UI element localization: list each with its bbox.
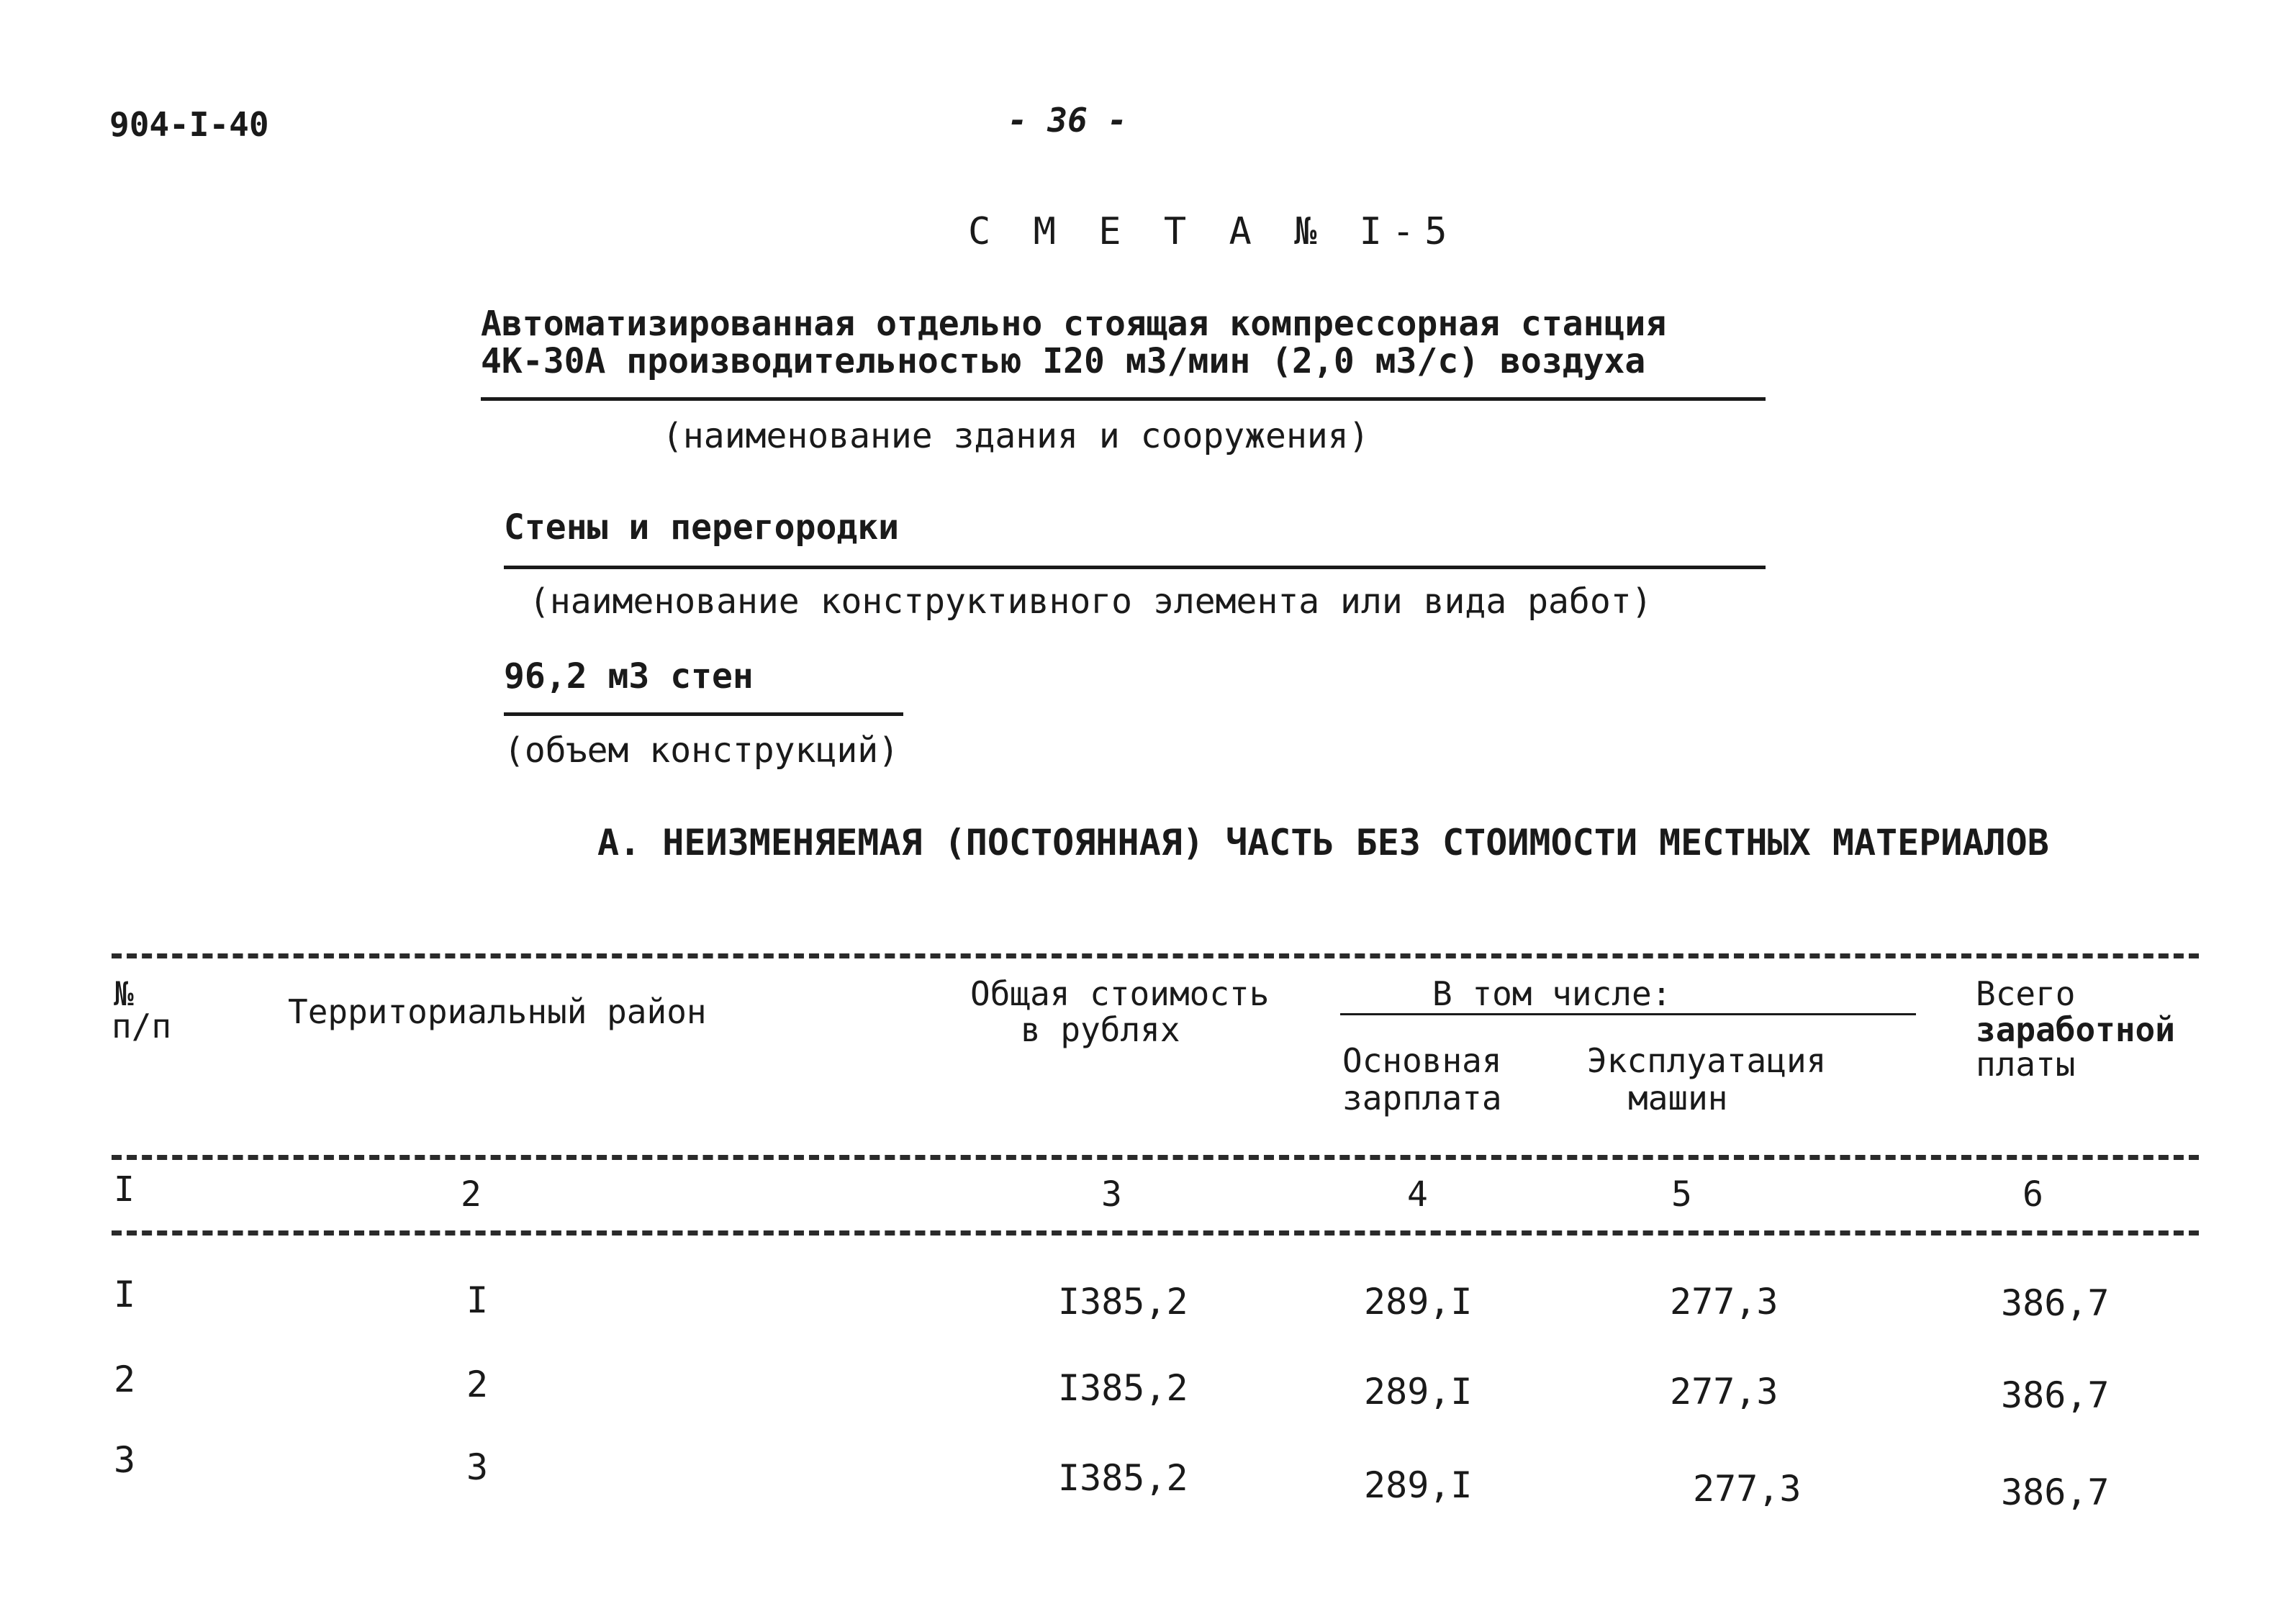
row-num: 2 <box>114 1359 136 1400</box>
column-number: 4 <box>1407 1174 1428 1215</box>
document-title: С М Е Т А № I-5 <box>968 210 1457 253</box>
table-top-rule <box>112 953 2199 958</box>
row-district: 3 <box>466 1446 489 1488</box>
row-basic: 289,I <box>1364 1281 1473 1323</box>
element-name-underline <box>504 566 1766 569</box>
element-caption: (наименование конструктивного элемента или вида работ) <box>529 581 1653 622</box>
row-total: I385,2 <box>1058 1367 1188 1409</box>
header-total-line1: Общая стоимость <box>970 974 1270 1013</box>
volume-value: 96,2 м3 стен <box>504 656 754 697</box>
row-basic: 289,I <box>1364 1371 1473 1413</box>
row-num: 3 <box>114 1439 136 1481</box>
row-machines: 277,3 <box>1670 1281 1779 1323</box>
column-number: 2 <box>461 1174 482 1215</box>
header-machines-line1: Эксплуатация <box>1587 1041 1827 1080</box>
page-number: - 36 - <box>1008 101 1128 140</box>
header-salary-line3: платы <box>1976 1045 2076 1084</box>
header-num-line1: № <box>114 974 134 1013</box>
row-salary: 386,7 <box>2001 1282 2110 1324</box>
header-basic-line1: Основная <box>1342 1041 1502 1080</box>
header-total-line2: в рублях <box>1021 1010 1180 1049</box>
header-machines-line2: машин <box>1628 1079 1728 1117</box>
column-numbers-bottom-rule <box>112 1230 2199 1236</box>
row-basic: 289,I <box>1364 1464 1473 1506</box>
header-salary-line2: заработной <box>1976 1010 2175 1049</box>
row-salary: 386,7 <box>2001 1374 2110 1416</box>
header-including: В том числе: <box>1432 974 1672 1013</box>
header-district: Территориальный район <box>288 992 707 1031</box>
row-machines: 277,3 <box>1693 1468 1802 1510</box>
header-bottom-rule <box>112 1155 2199 1160</box>
header-basic-line2: зарплата <box>1342 1079 1502 1117</box>
row-total: I385,2 <box>1058 1457 1188 1499</box>
header-salary-line1: Всего <box>1976 974 2076 1013</box>
volume-caption: (объем конструкций) <box>504 730 900 771</box>
document-code: 904-I-40 <box>109 105 269 144</box>
column-number: I <box>114 1169 135 1210</box>
header-including-underline <box>1340 1013 1916 1015</box>
row-district: I <box>466 1279 489 1321</box>
header-num-line2: п/п <box>112 1007 172 1046</box>
volume-underline <box>504 712 903 716</box>
row-district: 2 <box>466 1364 489 1405</box>
row-total: I385,2 <box>1058 1281 1188 1323</box>
building-name-line2: 4К-30А производительностью I20 м3/мин (2,0 м3/с) воздуха <box>481 341 1646 381</box>
building-name-line1: Автоматизированная отдельно стоящая компрессорная станция <box>481 304 1667 344</box>
column-number: 6 <box>2022 1174 2043 1215</box>
element-name: Стены и перегородки <box>504 507 900 548</box>
column-number: 5 <box>1671 1174 1692 1215</box>
section-title: А. НЕИЗМЕНЯЕМАЯ (ПОСТОЯННАЯ) ЧАСТЬ БЕЗ СТОИМОСТИ МЕСТНЫХ МАТЕРИАЛОВ <box>597 822 2049 863</box>
column-number: 3 <box>1101 1174 1122 1215</box>
row-salary: 386,7 <box>2001 1472 2110 1513</box>
row-num: I <box>114 1274 136 1315</box>
building-caption: (наименование здания и сооружения) <box>662 416 1370 456</box>
row-machines: 277,3 <box>1670 1371 1779 1413</box>
building-name-underline <box>481 397 1766 401</box>
